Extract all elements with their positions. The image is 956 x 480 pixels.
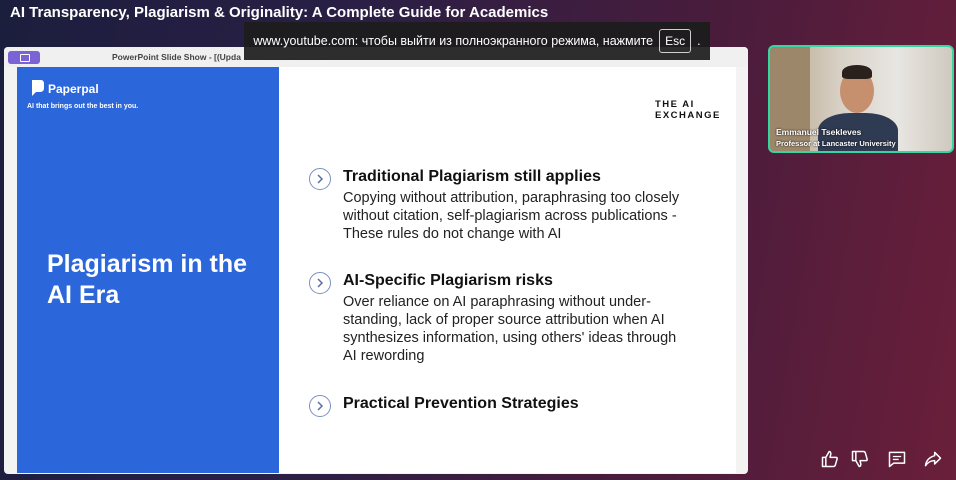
esc-key-badge: Esc bbox=[659, 29, 691, 53]
paperpal-tagline: AI that brings out the best in you. bbox=[27, 103, 139, 110]
bullet-body bbox=[343, 189, 723, 243]
chevron-right-icon bbox=[309, 272, 331, 294]
powerpoint-app-icon[interactable] bbox=[8, 51, 40, 64]
dislike-icon bbox=[850, 449, 870, 469]
like-icon bbox=[820, 449, 840, 469]
share-icon bbox=[923, 449, 943, 469]
comments-icon bbox=[887, 449, 907, 469]
speaker-webcam bbox=[768, 45, 954, 153]
bullet-line: synthesizes information, using others' ideas through bbox=[343, 330, 677, 346]
chevron-right-icon bbox=[309, 168, 331, 190]
bullet-title: AI-Specific Plagiarism risks bbox=[343, 272, 553, 289]
partner-logo-line2: EXCHANGE bbox=[655, 110, 721, 121]
slide bbox=[17, 67, 736, 473]
bullet-title: Practical Prevention Strategies bbox=[343, 395, 579, 412]
bullet-title: Traditional Plagiarism still applies bbox=[343, 168, 601, 185]
slide-left-panel bbox=[17, 67, 279, 473]
speaker-name: Emmanuel Tsekleves bbox=[776, 127, 862, 137]
like-button[interactable] bbox=[816, 446, 844, 472]
chevron-right-icon bbox=[309, 395, 331, 417]
speaker-role: Professor at Lancaster University bbox=[776, 139, 896, 148]
fullscreen-notice bbox=[244, 22, 710, 60]
fullscreen-notice-suffix: . bbox=[697, 34, 701, 48]
slide-heading: Plagiarism in the AI Era bbox=[47, 250, 248, 309]
paperpal-brand: Paperpal bbox=[48, 82, 99, 96]
bullet-line: These rules do not change with AI bbox=[343, 226, 562, 242]
dislike-button[interactable] bbox=[846, 446, 874, 472]
bullet-line: Copying without attribution, paraphrasing too closely bbox=[343, 190, 680, 206]
fullscreen-notice-text: www.youtube.com: чтобы выйти из полноэкранного режима, нажмите bbox=[253, 34, 654, 48]
comments-button[interactable] bbox=[883, 446, 911, 472]
bullet-line: AI rewording bbox=[343, 348, 425, 364]
speaker-hair bbox=[842, 65, 872, 79]
partner-logo-line1: THE AI bbox=[655, 99, 695, 110]
share-button[interactable] bbox=[919, 446, 947, 472]
bullet-line: standing, lack of proper source attribution when AI bbox=[343, 312, 665, 328]
partner-logo bbox=[655, 99, 735, 121]
video-title: AI Transparency, Plagiarism & Originality: A Complete Guide for Academics bbox=[10, 4, 549, 21]
webcam-background-shelf bbox=[770, 47, 810, 153]
bullet-body bbox=[343, 293, 723, 365]
powerpoint-window-title: PowerPoint Slide Show - [(Upda bbox=[112, 52, 241, 62]
bullet-line: without citation, self-plagiarism across publications - bbox=[343, 208, 677, 224]
powerpoint-window bbox=[4, 47, 748, 474]
paperpal-logo-icon bbox=[31, 79, 45, 97]
bullet-line: Over reliance on AI paraphrasing without under- bbox=[343, 294, 651, 310]
